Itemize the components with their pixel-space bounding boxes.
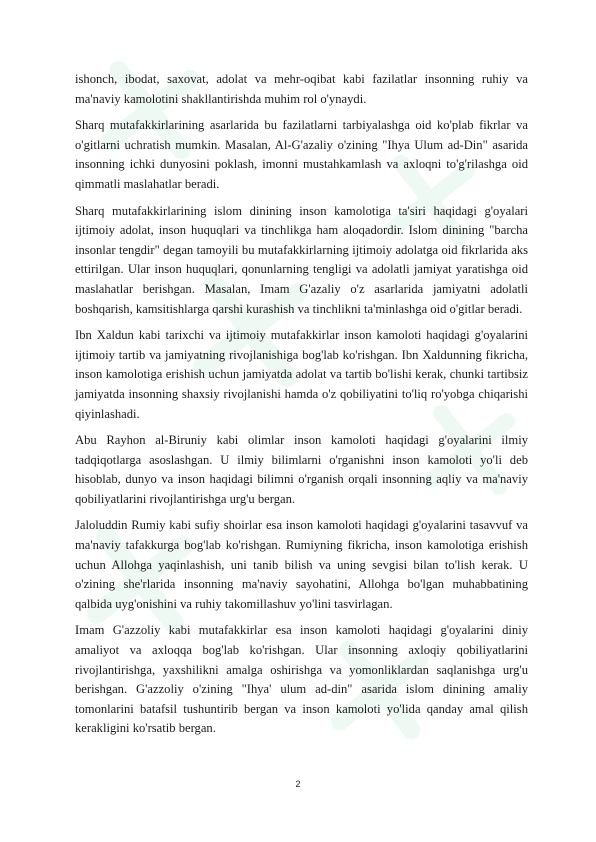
paragraph-2: Sharq mutafakkirlarining asarlarida bu fazilatlarni tarbiyalashga oid ko'plab fikrlar va o'gitlarni uchratish mumkin. Masalan, Al-G'azaliy o'zining "Ihya Ulum ad-Din" asarida insonning ichki dunyosini poklash, imonni mustahkamlash va axloqni to'g'rilashga oid qimmatli maslahatlar beradi. [75, 118, 528, 191]
paragraph-7: Imam G'azzoliy kabi mutafakkirlar esa inson kamoloti haqidagi g'oyalarini diniy amaliyot va axloqqa bog'lab ko'rishgan. Ular insonning axloqiy qobiliyatlarini rivojlantirishga, yaxshilikni amalga oshirishga va yomonliklardan saqlanishga urg'u berishgan. G'azzoliy o'zining "Ihya' ulum ad-din" asarida islom dinining amaliy tomonlarini batafsil tushuntirib bergan va inson kamoloti yo'lida qanday amal qilish kerakligini ko'rsatib bergan. [75, 623, 528, 736]
paragraph-6: Jaloluddin Rumiy kabi sufiy shoirlar esa inson kamoloti haqidagi g'oyalarini tasavvuf va ma'naviy tafakkurga bog'lab ko'rishgan. Rumiyning fikricha, inson kamolotiga erishish uchun Allohga yaqinlashish, uni tanib bilish va uning sevgisi bilan to'lish kerak. U o'zining she'rlarida insonning ma'naviy sayohatini, Allohga bo'lgan muhabbatining qalbida uyg'onishini va ruhiy takomillashuv yo'lini tasvirlagan. [75, 518, 528, 611]
page-body [75, 70, 528, 746]
page-number: 2 [295, 779, 301, 789]
paragraph-3: Sharq mutafakkirlarining islom dinining inson kamolotiga ta'siri haqidagi g'oyalari ijtimoiy adolat, inson huquqlari va tinchlikga ham aloqadordir. Islom dinining "barcha insonlar tengdir" degan tamoyili bu mutafakkirlarning ijtimoiy adolatga oid fikrlarida aks ettirilgan. Ular inson huquqlari, qonunlarning tengligi va adolatli jamiyat yaratishga oid maslahatlar berishgan. Masalan, Imam G'azaliy o'z asarlarida jamiyatni adolatli boshqarish, kamsitishlarga qarshi kurashish va tinchlikni ta'minlashga oid o'gitlar beradi. [75, 203, 528, 316]
paragraph-1: ishonch, ibodat, saxovat, adolat va mehr-oqibat kabi fazilatlar insonning ruhiy va ma'naviy kamolotini shakllantirishda muhim rol o'ynaydi. [75, 72, 528, 106]
paragraph-5: Abu Rayhon al-Biruniy kabi olimlar inson kamoloti haqidagi g'oyalarini ilmiy tadqiqotlarga asoslashgan. U ilmiy bilimlarni o'rganishni inson kamoloti yo'li deb hisoblab, dunyo va inson haqidagi bilimni o'rganish orqali insonning aqliy va ma'naviy qobiliyatlarini rivojlantirishga urg'u bergan. [75, 433, 528, 506]
paragraph-4: Ibn Xaldun kabi tarixchi va ijtimoiy mutafakkirlar inson kamoloti haqidagi g'oyalarini ijtimoiy tartib va jamiyatning rivojlanishiga bog'lab ko'rishgan. Ibn Xaldunning fikricha, inson kamolotiga erishish uchun jamiyatda adolat va tartib bo'lishi kerak, chunki tartibsiz jamiyatda insonning shaxsiy rivojlanishi hamda o'z qobiliyatini to'liq ro'yobga chiqarishi qiyinlashadi. [75, 328, 528, 421]
